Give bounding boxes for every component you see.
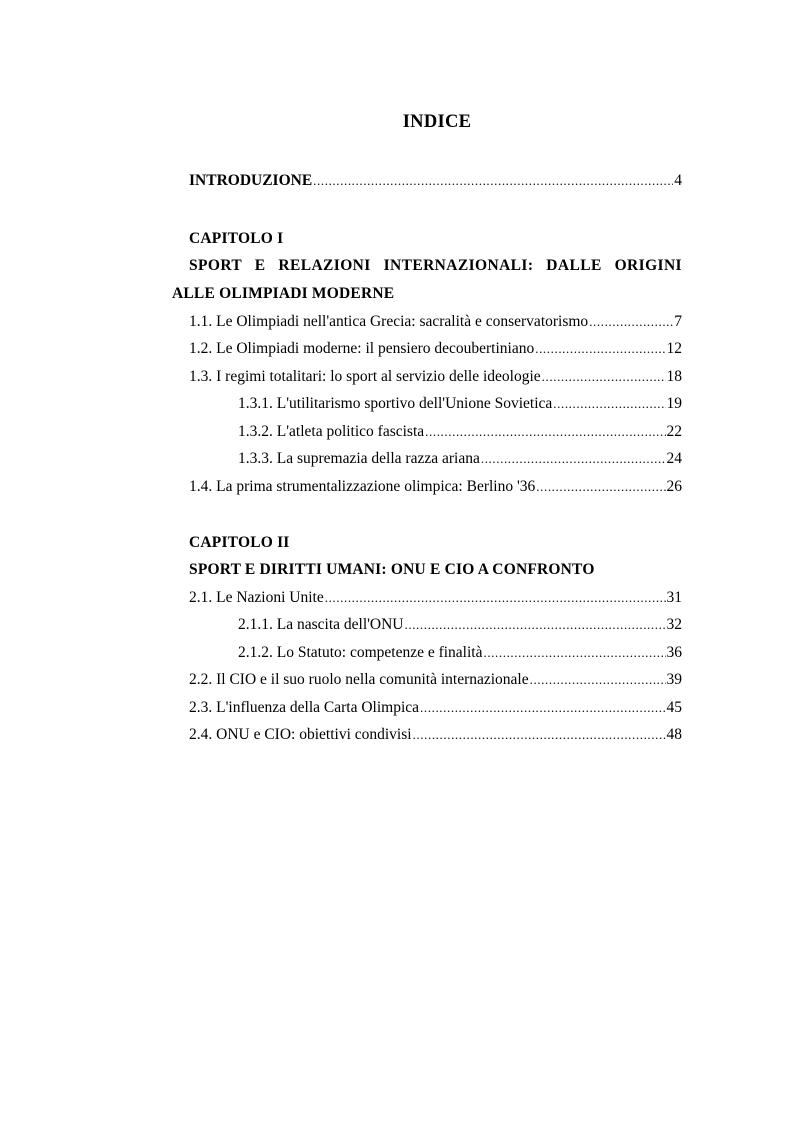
toc-entry-page: 18 <box>666 368 682 385</box>
dot-leader <box>530 670 666 690</box>
dot-leader <box>535 339 665 359</box>
toc-entry-label: 2.1.2. Lo Statuto: competenze e finalità <box>238 644 483 661</box>
toc-entry[interactable] <box>238 449 682 469</box>
toc-entry-label: 2.1.1. La nascita dell'ONU <box>238 616 404 633</box>
toc-entry-label: 1.4. La prima strumentalizzazione olimpica: Berlino '36 <box>189 478 536 495</box>
dot-leader <box>481 449 666 469</box>
toc-entry[interactable] <box>189 477 682 497</box>
dot-leader <box>542 367 666 387</box>
toc-entry[interactable] <box>189 588 682 608</box>
toc-entry[interactable] <box>189 312 682 332</box>
dot-leader <box>553 394 665 414</box>
toc-entry-introduction[interactable] <box>189 171 682 191</box>
toc-entry-page: 45 <box>666 699 682 716</box>
toc-entry[interactable] <box>238 422 682 442</box>
toc-entry-label: 2.3. L'influenza della Carta Olimpica <box>189 699 420 716</box>
toc-entry-page: 12 <box>666 340 682 357</box>
toc-entry-label: INTRODUZIONE <box>189 172 313 189</box>
toc-entry-label: 2.2. Il CIO e il suo ruolo nella comunità internazionale <box>189 671 529 688</box>
dot-leader <box>313 171 673 191</box>
toc-entry-page: 36 <box>666 644 682 661</box>
toc-entry-page: 7 <box>674 313 682 330</box>
toc-entry[interactable] <box>189 367 682 387</box>
chapter-2-heading: CAPITOLO II <box>189 534 290 551</box>
dot-leader <box>589 312 673 332</box>
toc-entry-page: 26 <box>666 478 682 495</box>
toc-entry[interactable] <box>238 394 682 414</box>
chapter-1-title-line-1: SPORT E RELAZIONI INTERNAZIONALI: DALLE ORIGINI <box>189 257 682 274</box>
toc-entry-page: 24 <box>666 450 682 467</box>
toc-entry[interactable] <box>189 670 682 690</box>
toc-entry-label: 1.3.3. La supremazia della razza ariana <box>238 450 480 467</box>
dot-leader <box>420 698 665 718</box>
toc-entry-label: 1.1. Le Olimpiadi nell'antica Grecia: sacralità e conservatorismo <box>189 313 589 330</box>
dot-leader <box>536 477 665 497</box>
toc-entry-label: 1.3.1. L'utilitarismo sportivo dell'Unione Sovietica <box>238 395 553 412</box>
dot-leader <box>425 422 665 442</box>
chapter-2-title: SPORT E DIRITTI UMANI: ONU E CIO A CONFRONTO <box>189 561 595 578</box>
toc-entry[interactable] <box>189 725 682 745</box>
dot-leader <box>325 588 666 608</box>
dot-leader <box>405 615 666 635</box>
toc-entry-label: 1.3. I regimi totalitari: lo sport al servizio delle ideologie <box>189 368 541 385</box>
dot-leader <box>413 725 666 745</box>
toc-entry-page: 31 <box>666 589 682 606</box>
toc-entry-page: 4 <box>674 172 682 189</box>
toc-entry-label: 2.4. ONU e CIO: obiettivi condivisi <box>189 726 412 743</box>
toc-entry-label: 1.3.2. L'atleta politico fascista <box>238 423 425 440</box>
toc-entry[interactable] <box>238 615 682 635</box>
chapter-1-heading: CAPITOLO I <box>189 230 284 247</box>
toc-entry-page: 19 <box>666 395 682 412</box>
toc-entry-page: 32 <box>666 616 682 633</box>
chapter-1-title-line-2: ALLE OLIMPIADI MODERNE <box>172 285 395 302</box>
toc-entry-page: 48 <box>666 726 682 743</box>
toc-entry[interactable] <box>189 698 682 718</box>
toc-entry[interactable] <box>189 339 682 359</box>
toc-entry-page: 39 <box>666 671 682 688</box>
toc-entry[interactable] <box>238 643 682 663</box>
toc-entry-label: 2.1. Le Nazioni Unite <box>189 589 324 606</box>
toc-entry-page: 22 <box>666 423 682 440</box>
toc-entry-label: 1.2. Le Olimpiadi moderne: il pensiero decoubertiniano <box>189 340 535 357</box>
dot-leader <box>483 643 665 663</box>
page-title: INDICE <box>402 112 472 132</box>
